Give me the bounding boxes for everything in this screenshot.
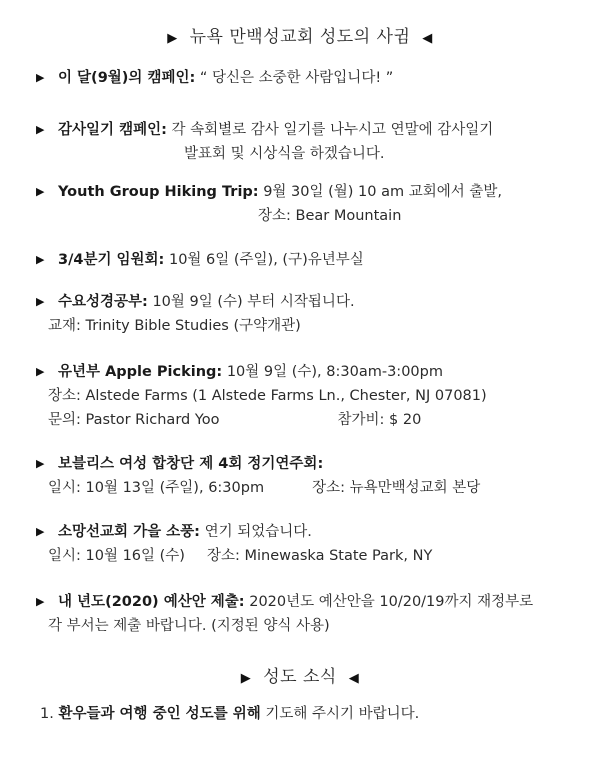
item-label: 수요성경공부: [58, 294, 148, 310]
section-title-text: 성도 소식 [263, 667, 337, 687]
section-title [0, 662, 600, 687]
page-title [0, 22, 600, 47]
bullet-icon: ▶ [36, 253, 45, 266]
item-label: 3/4분기 임원회: [58, 252, 165, 268]
item-line2: 교재: Trinity Bible Studies (구약개관) [48, 318, 301, 334]
list-item [36, 360, 580, 432]
item-text: 9월 30일 (월) 10 am 교회에서 출발, [258, 184, 502, 200]
bullet-icon: ▶ [36, 71, 45, 84]
bullet-icon: ▶ [36, 123, 45, 136]
news-bold: 환우들과 여행 중인 성도를 위해 [58, 706, 261, 722]
list-item [36, 118, 580, 166]
right-arrow-icon: ▶ [240, 671, 252, 686]
page-title-text: 뉴욕 만백성교회 성도의 사귐 [189, 27, 411, 47]
item-label: 소망선교회 가을 소풍: [58, 524, 200, 540]
item-fee: 참가비: $ 20 [337, 412, 422, 428]
bullet-icon: ▶ [36, 595, 45, 608]
bullet-icon: ▶ [36, 295, 45, 308]
item-label: 유년부 Apple Picking: [58, 364, 223, 380]
item-line2: 각 부서는 제출 바랍니다. (지정된 양식 사용) [48, 618, 330, 634]
item-label: 감사일기 캠페인: [58, 122, 167, 138]
item-date: 일시: 10월 13일 (주일), 6:30pm [48, 480, 265, 496]
item-label: Youth Group Hiking Trip: [58, 184, 259, 200]
item-text: 10월 9일 (수) 부터 시작됩니다. [147, 294, 355, 310]
list-item [36, 66, 580, 90]
news-item [40, 702, 419, 723]
item-text: 10월 9일 (수), 8:30am-3:00pm [222, 364, 443, 380]
item-place: 장소: Minewaska State Park, NY [206, 548, 433, 564]
item-place: 장소: 뉴욕만백성교회 본당 [312, 480, 481, 496]
item-text: 2020년도 예산안을 10/20/19까지 재정부로 [244, 594, 534, 610]
item-text: 연기 되었습니다. [199, 524, 312, 540]
list-item [36, 590, 580, 638]
news-number: 1. [40, 706, 54, 722]
item-text: 각 속회별로 감사 일기를 나누시고 연말에 감사일기 [166, 122, 494, 138]
left-arrow-icon: ◀ [422, 31, 433, 46]
list-item [36, 290, 580, 338]
item-label: 보블리스 여성 합창단 제 4회 정기연주회: [58, 456, 324, 472]
left-arrow-icon: ◀ [348, 671, 360, 686]
item-date: 일시: 10월 16일 (수) [48, 548, 185, 564]
news-text: 기도해 주시기 바랍니다. [260, 706, 420, 722]
item-label: 내 년도(2020) 예산안 제출: [58, 594, 245, 610]
item-line2: 장소: Alstede Farms (1 Alstede Farms Ln., Chester, NJ 07081) [48, 388, 487, 404]
list-item [36, 180, 580, 228]
bullet-icon: ▶ [36, 525, 45, 538]
list-item [36, 520, 580, 568]
list-item [36, 452, 580, 500]
item-line2: 발표회 및 시상식을 하겠습니다. [184, 146, 385, 162]
item-text: 10월 6일 (주일), (구)유년부실 [164, 252, 364, 268]
bullet-icon: ▶ [36, 457, 45, 470]
bullet-icon: ▶ [36, 365, 45, 378]
right-arrow-icon: ▶ [167, 31, 178, 46]
item-contact: 문의: Pastor Richard Yoo [48, 412, 220, 428]
item-text: “ 당신은 소중한 사람입니다! ” [195, 70, 394, 86]
item-label: 이 달(9월)의 캠페인: [58, 70, 196, 86]
item-line2: 장소: Bear Mountain [258, 208, 402, 224]
list-item [36, 248, 580, 272]
bullet-icon: ▶ [36, 185, 45, 198]
